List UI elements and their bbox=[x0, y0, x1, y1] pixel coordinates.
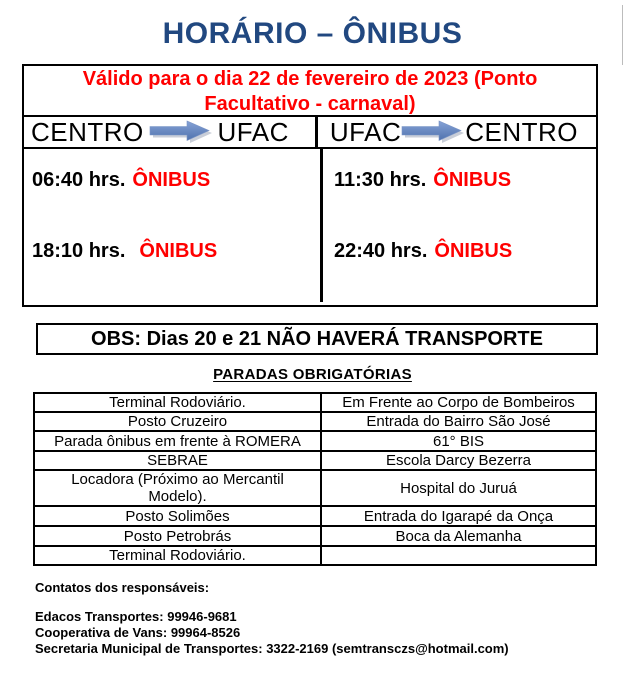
bus-label: ÔNIBUS bbox=[139, 240, 218, 262]
stop-cell: SEBRAE bbox=[34, 451, 321, 470]
stop-cell: Boca da Alemanha bbox=[321, 526, 596, 546]
stops-row bbox=[34, 412, 596, 431]
departures-centro-ufac bbox=[24, 149, 323, 302]
stops-row bbox=[34, 393, 596, 412]
departure-time: 06:40 hrs. bbox=[32, 169, 126, 191]
direction-from-label: UFAC bbox=[329, 116, 402, 147]
departure-times-row bbox=[24, 149, 596, 302]
stop-cell: Terminal Rodoviário. bbox=[34, 546, 321, 565]
stop-cell: Parada ônibus em frente à ROMERA bbox=[34, 431, 321, 451]
stops-row bbox=[34, 470, 596, 506]
right-arrow-icon bbox=[401, 119, 465, 145]
departure-entry bbox=[32, 169, 320, 192]
departure-entry bbox=[32, 240, 320, 263]
bus-label: ÔNIBUS bbox=[433, 169, 512, 191]
page-title: HORÁRIO – ÔNIBUS bbox=[162, 17, 463, 50]
stops-row bbox=[34, 546, 596, 565]
departure-entry bbox=[334, 169, 596, 192]
contact-line: Cooperativa de Vans: 99964-8526 bbox=[35, 625, 241, 640]
departures-ufac-centro bbox=[323, 149, 596, 302]
direction-header-centro-ufac bbox=[24, 117, 318, 147]
stops-title: PARADAS OBRIGATÓRIAS bbox=[213, 366, 412, 383]
direction-header-ufac-centro bbox=[318, 117, 596, 147]
stop-cell: Posto Petrobrás bbox=[34, 526, 321, 546]
page-edge-line bbox=[622, 5, 623, 65]
stop-cell: Escola Darcy Bezerra bbox=[321, 451, 596, 470]
stop-cell: 61° BIS bbox=[321, 431, 596, 451]
stop-cell: Terminal Rodoviário. bbox=[34, 393, 321, 412]
stop-cell: Posto Cruzeiro bbox=[34, 412, 321, 431]
stops-row bbox=[34, 526, 596, 546]
departure-time: 22:40 hrs. bbox=[334, 240, 428, 262]
bus-label: ÔNIBUS bbox=[434, 240, 513, 262]
stops-table bbox=[33, 392, 597, 566]
departure-time: 11:30 hrs. bbox=[334, 169, 427, 191]
departure-time: 18:10 hrs. bbox=[32, 240, 126, 262]
departure-entry bbox=[334, 240, 596, 263]
contacts-section bbox=[35, 580, 509, 657]
stop-cell: Entrada do Igarapé da Onça bbox=[321, 506, 596, 526]
direction-to-label: CENTRO bbox=[465, 116, 578, 147]
contact-line: Edacos Transportes: 99946-9681 bbox=[35, 609, 237, 624]
contact-line: Secretaria Municipal de Transportes: 3322-2169 (semtransczs@hotmail.com) bbox=[35, 641, 509, 656]
direction-from-label: CENTRO bbox=[31, 116, 144, 147]
stops-row bbox=[34, 431, 596, 451]
stop-cell: Em Frente ao Corpo de Bombeiros bbox=[321, 393, 596, 412]
direction-to-label: UFAC bbox=[217, 116, 289, 147]
schedule-table bbox=[22, 64, 598, 307]
stop-cell: Hospital do Juruá bbox=[321, 470, 596, 506]
stop-cell: Locadora (Próximo ao Mercantil Modelo). bbox=[34, 470, 321, 506]
stops-row bbox=[34, 506, 596, 526]
stops-row bbox=[34, 451, 596, 470]
obs-notice: OBS: Dias 20 e 21 NÃO HAVERÁ TRANSPORTE bbox=[36, 323, 598, 355]
right-arrow-icon bbox=[149, 119, 213, 145]
stop-cell bbox=[321, 546, 596, 565]
stop-cell: Posto Solimões bbox=[34, 506, 321, 526]
validity-notice: Válido para o dia 22 de fevereiro de 2023 (Ponto Facultativo - carnaval) bbox=[24, 66, 596, 117]
contacts-heading: Contatos dos responsáveis: bbox=[35, 580, 210, 595]
direction-header-row bbox=[24, 117, 596, 149]
stop-cell: Entrada do Bairro São José bbox=[321, 412, 596, 431]
bus-label: ÔNIBUS bbox=[132, 169, 211, 191]
